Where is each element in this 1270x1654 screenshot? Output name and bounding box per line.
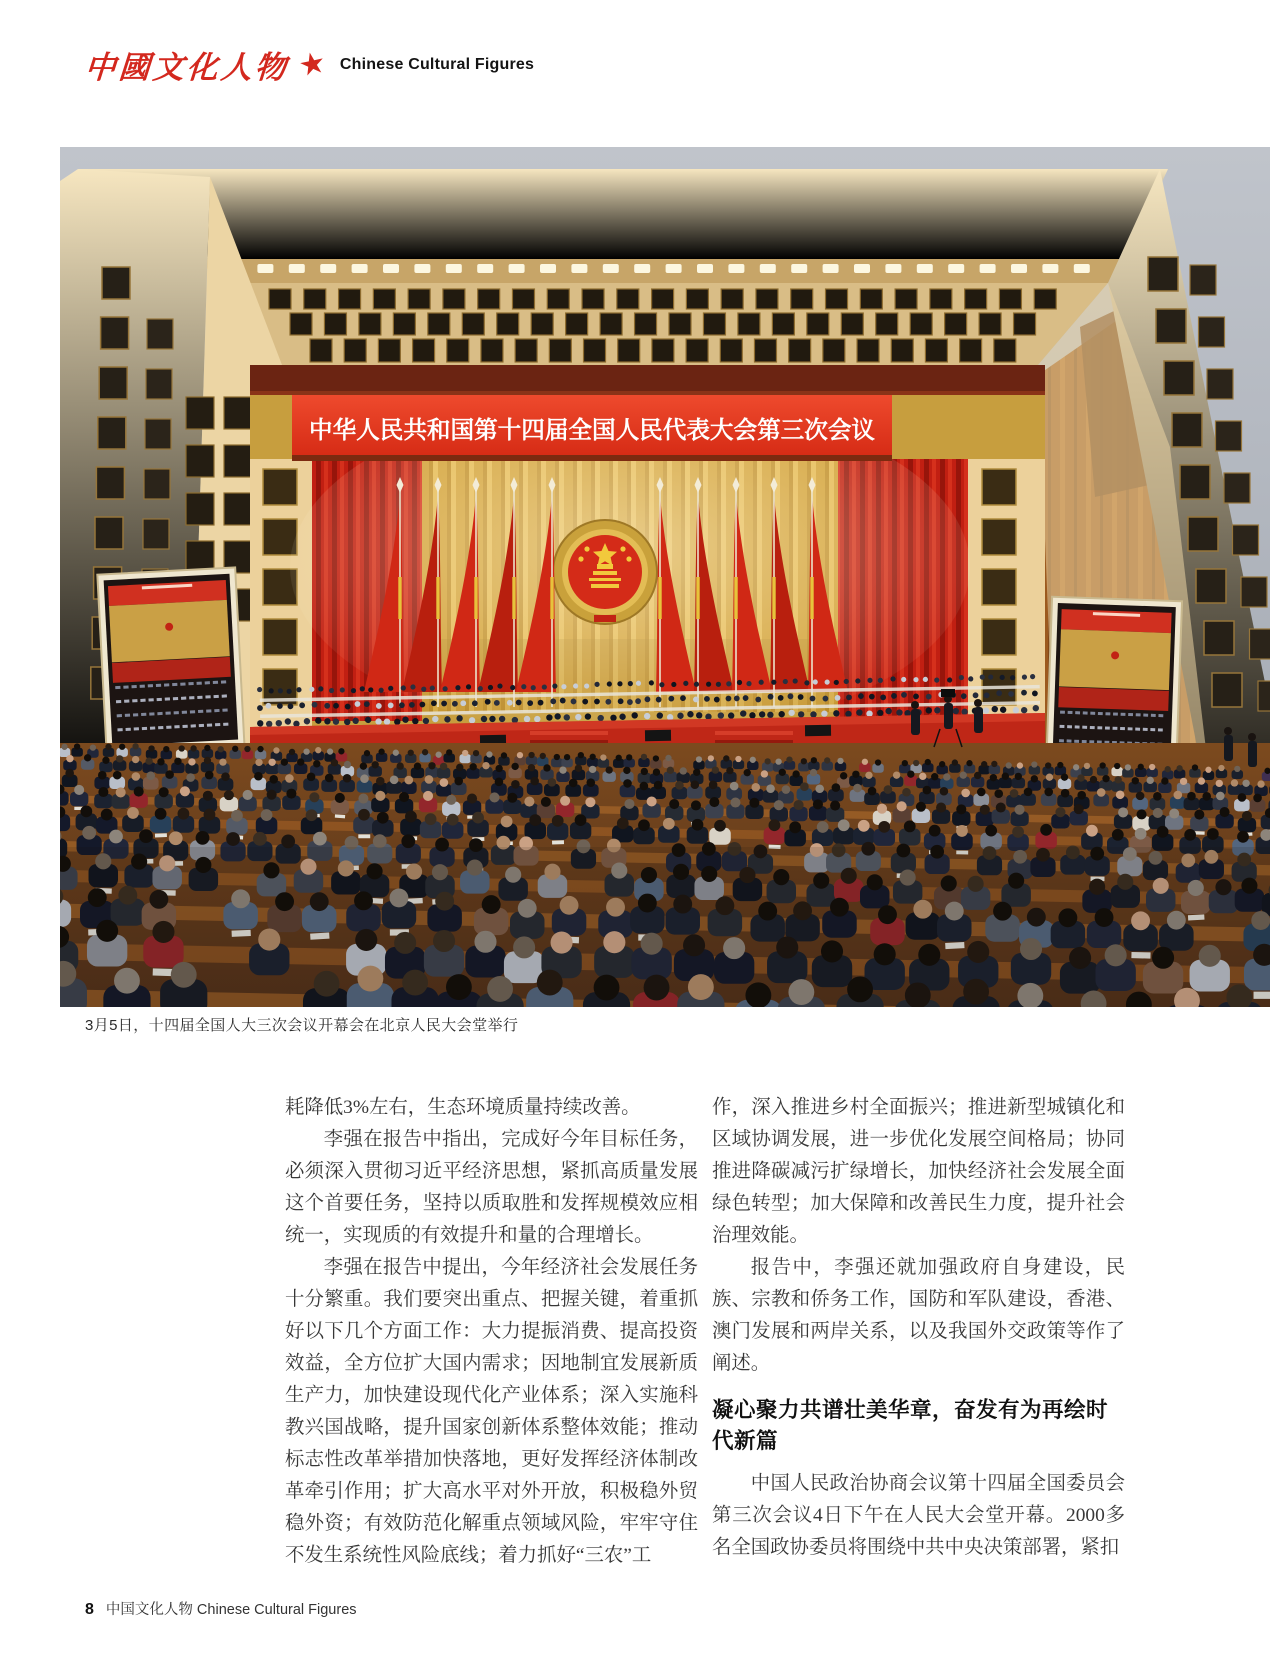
star-icon: ★ [295,45,329,83]
main-photo-great-hall [60,147,1270,1007]
magazine-logo-cn: 中國文化人物 [83,50,291,86]
photo-caption: 3月5日，十四届全国人大三次会议开幕会在北京人民大会堂举行 [85,1017,519,1034]
session-banner [292,395,892,461]
article-paragraph: 李强在报告中指出，完成好今年目标任务，必须深入贯彻习近平经济思想，紧抓高质量发展这个首要任务，坚持以质取胜和发挥规模效应相统一，实现质的有效提升和量的合理增长。 [285,1129,698,1246]
stage-wood-trim [250,365,1045,395]
magazine-logo-en: Chinese Cultural Figures [339,55,535,73]
page-number: 8 [85,1601,94,1618]
article-paragraph: 中国人民政治协商会议第十四届全国委员会第三次会议4日下午在人民大会堂开幕。2000多名全国政协委员将围绕中共中央决策部署，紧扣 [712,1473,1125,1558]
article-column-right [712,1092,1125,1564]
article-paragraph: 报告中，李强还就加强政府自身建设，民族、宗教和侨务工作，国防和军队建设，香港、澳门发展和两岸关系，以及我国外交政策等作了阐述。 [712,1257,1125,1374]
hall-illustration [60,147,1270,1007]
article-column-left [285,1092,698,1572]
left-video-screen [97,567,244,752]
masthead [85,42,534,87]
page-footer [85,1598,357,1619]
national-emblem [553,520,657,624]
article-paragraph: 李强在报告中提出，今年经济社会发展任务十分繁重。我们要突出重点、把握关键，着重抓好以下几个方面工作：大力提振消费、提高投资效益，全方位扩大国内需求；因地制宜发展新质生产力，加快建设现代化产业体系；深入实施科教兴国战略，提升国家创新体系整体效能；推动标志性改革举措加快落地，更好发挥经济体制改革牵引作用；扩大高水平对外开放，积极稳外贸稳外资；有效防范化解重点领域风险，牢牢守住不发生系统性风险底线；着力抓好“三农”工 [285,1257,698,1566]
banner-text: 中华人民共和国第十四届全国人民代表大会第三次会议 [309,417,885,444]
article-paragraph: 耗降低3%左右，生态环境质量持续改善。 [285,1097,641,1118]
stage [250,365,1045,777]
footer-title: 中国文化人物 Chinese Cultural Figures [105,1602,357,1618]
article-paragraph: 作，深入推进乡村全面振兴；推进新型城镇化和区域协调发展，进一步优化发展空间格局；协同推进降碳减污扩绿增长，加快经济社会发展全面绿色转型；加大保障和改善民生力度，提升社会治理效能。 [712,1097,1125,1246]
section-heading: 凝心聚力共谱壮美华章，奋发有为再绘时代新篇 [712,1398,1109,1453]
